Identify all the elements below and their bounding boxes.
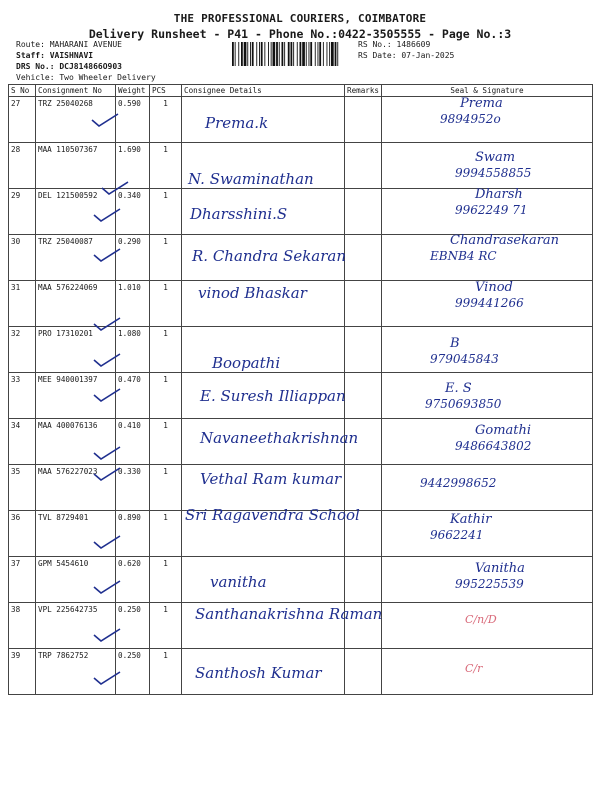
cell-consignment-no: TRZ 25040268: [36, 97, 116, 143]
cell-pcs: 1: [150, 281, 182, 327]
col-header-consignment: Consignment No: [36, 85, 116, 97]
cell-weight: 0.250: [116, 603, 150, 649]
consignee-handwritten-name: Navaneethakrishnan: [200, 428, 359, 447]
staff-label: Staff:: [16, 51, 45, 60]
table-header-row: [9, 85, 593, 97]
consignee-handwritten-name: vinod Bhaskar: [198, 284, 307, 302]
cell-weight: 0.890: [116, 511, 150, 557]
signature-phone: 9894952o: [440, 112, 501, 126]
cell-sno: 30: [9, 235, 36, 281]
signature-phone: 9662241: [430, 527, 484, 542]
consignee-handwritten-name: Dharsshini.S: [190, 205, 288, 223]
cell-sno: 37: [9, 557, 36, 603]
cell-consignment-no: TVL 8729401: [36, 511, 116, 557]
cell-weight: 0.340: [116, 189, 150, 235]
checkmark-icon: [92, 445, 122, 461]
route-label: Route:: [16, 40, 45, 49]
signature-scribble: Swam: [475, 149, 516, 165]
checkmark-icon: [92, 352, 122, 368]
signature-scribble: Gomathi: [475, 422, 532, 438]
cell-sno: 32: [9, 327, 36, 373]
cell-sno: 36: [9, 511, 36, 557]
checkmark-icon: [92, 579, 122, 595]
cell-pcs: 1: [150, 189, 182, 235]
consignee-handwritten-name: Vethal Ram kumar: [200, 470, 342, 488]
checkmark-icon: [92, 627, 122, 643]
col-header-pcs: PCS: [150, 85, 182, 97]
cnd-stamp: C/n/D: [465, 612, 497, 626]
cell-signature: [382, 649, 593, 695]
cell-weight: 0.620: [116, 557, 150, 603]
staff-value: VAISHNAVI: [49, 51, 94, 60]
rs-no-value: 1486609: [396, 40, 431, 49]
checkmark-icon: [92, 670, 122, 686]
signature-scribble: E. S: [445, 381, 472, 396]
checkmark-icon: [92, 316, 122, 332]
cell-consignment-no: MEE 940001397: [36, 373, 116, 419]
cell-pcs: 1: [150, 143, 182, 189]
cell-sno: 29: [9, 189, 36, 235]
barcode-icon: [232, 42, 340, 66]
cell-sno: 39: [9, 649, 36, 695]
checkmark-icon: [92, 247, 122, 263]
cell-pcs: 1: [150, 235, 182, 281]
consignee-handwritten-name: R. Chandra Sekaran: [192, 246, 347, 265]
cell-weight: 1.080: [116, 327, 150, 373]
cell-pcs: 1: [150, 649, 182, 695]
cell-sno: 38: [9, 603, 36, 649]
cell-pcs: 1: [150, 327, 182, 373]
cell-sno: 27: [9, 97, 36, 143]
signature-phone: 9962249 71: [455, 203, 528, 217]
signature-scribble: Dharsh: [475, 187, 523, 202]
cell-remarks: [345, 189, 382, 235]
consignee-handwritten-name: N. Swaminathan: [188, 169, 314, 188]
cell-weight: 0.290: [116, 235, 150, 281]
route-value: MAHARANI AVENUE: [49, 40, 122, 49]
cell-pcs: 1: [150, 603, 182, 649]
col-header-weight: Weight: [116, 85, 150, 97]
rs-date-line: [358, 51, 454, 61]
vehicle-value: Two Wheeler Delivery: [59, 73, 156, 82]
checkmark-icon: [100, 180, 130, 196]
rs-date-label: RS Date:: [358, 51, 397, 60]
signature-phone: 999441266: [455, 296, 524, 310]
signature-phone: 9994558855: [455, 165, 532, 180]
consignee-handwritten-name: Santhosh Kumar: [195, 664, 322, 682]
col-header-consignee: Consignee Details: [182, 85, 345, 97]
rs-no-label: RS No.:: [358, 40, 392, 49]
cell-weight: 0.590: [116, 97, 150, 143]
signature-scribble: Kathir: [450, 511, 492, 527]
drs-line: [16, 62, 122, 72]
signature-phone: 995225539: [455, 577, 524, 591]
cell-signature: [382, 327, 593, 373]
company-name: THE PROFESSIONAL COURIERS, COIMBATORE: [173, 12, 427, 25]
col-header-signature: Seal & Signature: [382, 85, 593, 97]
signature-scribble: Vanitha: [475, 561, 525, 576]
consignee-handwritten-name: Sri Ragavendra School: [185, 505, 360, 524]
vehicle-label: Vehicle:: [16, 73, 55, 82]
consignee-handwritten-name: Boopathi: [212, 353, 281, 372]
checkmark-icon: [90, 112, 120, 128]
staff-line: [16, 51, 93, 61]
cell-weight: 0.470: [116, 373, 150, 419]
checkmark-icon: [92, 534, 122, 550]
consignee-handwritten-name: E. Suresh Illiappan: [200, 387, 346, 405]
cell-remarks: [345, 281, 382, 327]
cell-pcs: 1: [150, 419, 182, 465]
signature-phone: 979045843: [430, 351, 499, 366]
cell-weight: 0.250: [116, 649, 150, 695]
cell-sno: 33: [9, 373, 36, 419]
cell-signature: [382, 373, 593, 419]
rs-no-line: [358, 40, 430, 50]
cell-consignment-no: MAA 400076136: [36, 419, 116, 465]
cell-remarks: [345, 557, 382, 603]
cell-weight: 0.330: [116, 465, 150, 511]
cell-signature: [382, 603, 593, 649]
cell-weight: 1.010: [116, 281, 150, 327]
cell-weight: 0.410: [116, 419, 150, 465]
signature-scribble: B: [450, 335, 460, 351]
checkmark-icon: [92, 466, 122, 482]
signature-scribble: Vinod: [475, 280, 513, 295]
cell-pcs: 1: [150, 511, 182, 557]
col-header-sno: S No: [9, 85, 36, 97]
cell-pcs: 1: [150, 465, 182, 511]
cell-pcs: 1: [150, 373, 182, 419]
cell-consignment-no: PRO 17310201: [36, 327, 116, 373]
col-header-remarks: Remarks: [345, 85, 382, 97]
cell-remarks: [345, 235, 382, 281]
cnd-stamp: C/r: [465, 662, 483, 675]
signature-phone: 9442998652: [420, 476, 497, 490]
cell-sno: 34: [9, 419, 36, 465]
cell-consignment-no: GPM 5454610: [36, 557, 116, 603]
vehicle-line: [16, 73, 156, 83]
cell-remarks: [345, 649, 382, 695]
consignee-handwritten-name: Santhanakrishna Raman: [195, 604, 383, 623]
signature-scribble: Prema: [460, 96, 503, 111]
cell-consignment-no: DEL 121500592: [36, 189, 116, 235]
drs-label: DRS No.:: [16, 62, 55, 71]
cell-remarks: [345, 327, 382, 373]
cell-consignment-no: MAA 576224069: [36, 281, 116, 327]
cell-pcs: 1: [150, 97, 182, 143]
cell-consignment-no: TRZ 25040087: [36, 235, 116, 281]
cell-remarks: [345, 143, 382, 189]
cell-consignment-no: VPL 225642735: [36, 603, 116, 649]
checkmark-icon: [92, 387, 122, 403]
cell-sno: 35: [9, 465, 36, 511]
cell-weight: 1.690: [116, 143, 150, 189]
cell-remarks: [345, 465, 382, 511]
cell-sno: 31: [9, 281, 36, 327]
consignee-handwritten-name: vanitha: [210, 573, 267, 591]
rs-date-value: 07-Jan-2025: [401, 51, 455, 60]
drs-value: DCJ814866O903: [59, 62, 122, 71]
consignee-handwritten-name: Prema.k: [205, 114, 269, 132]
runsheet-title: Delivery Runsheet - P41 - Phone No.:0422-3505555 - Page No.:3: [88, 27, 512, 41]
signature-phone: EBNB4 RC: [430, 248, 497, 263]
signature-phone: 9486643802: [455, 438, 532, 453]
checkmark-icon: [92, 207, 122, 223]
signature-phone: 9750693850: [425, 397, 502, 411]
cell-consignment-no: TRP 7862752: [36, 649, 116, 695]
cell-consignment-no: MAA 110507367: [36, 143, 116, 189]
signature-scribble: Chandrasekaran: [450, 232, 560, 248]
cell-remarks: [345, 97, 382, 143]
cell-remarks: [345, 373, 382, 419]
cell-sno: 28: [9, 143, 36, 189]
cell-pcs: 1: [150, 557, 182, 603]
cell-consignment-no: MAA 576227023: [36, 465, 116, 511]
route-line: [16, 40, 122, 50]
